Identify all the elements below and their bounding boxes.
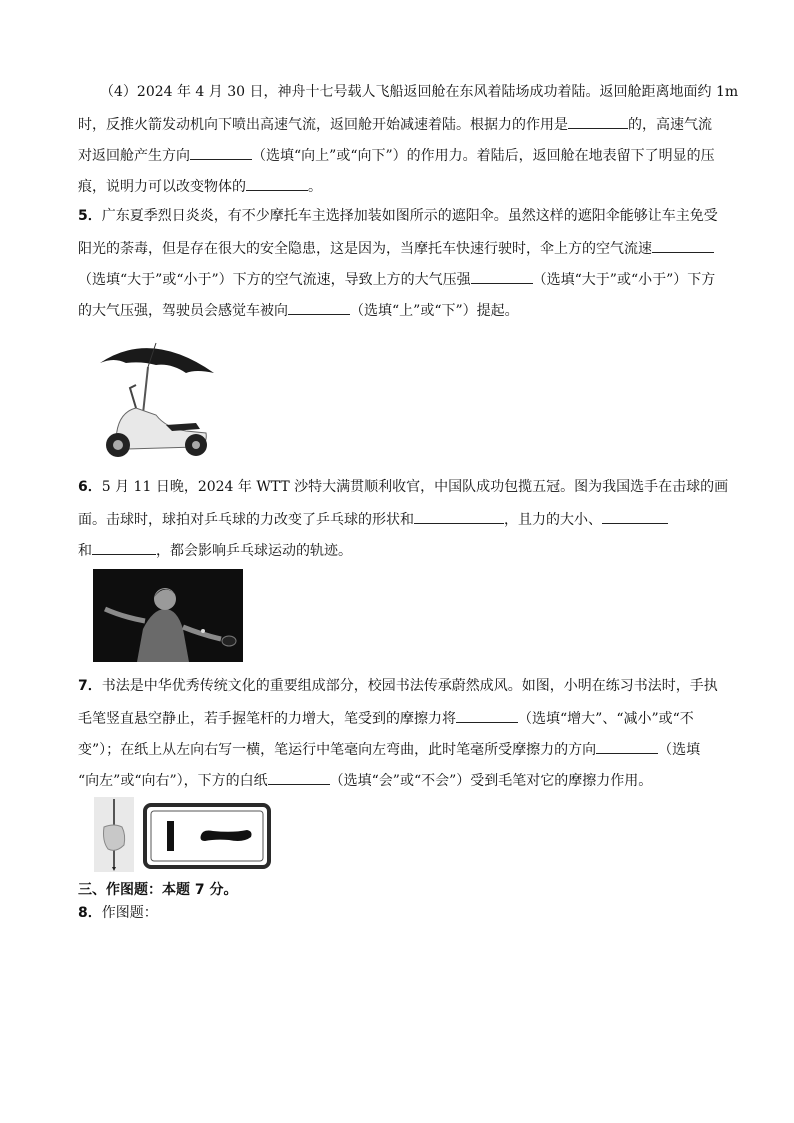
writing-brush-icon	[94, 797, 134, 872]
q4-line-1: （4）2024 年 4 月 30 日，神舟十七号载人飞船返回舱在东风着陆场成功着陆。返回舱距离地面约 1m	[100, 84, 739, 100]
answer-blank[interactable]	[456, 707, 518, 723]
q5-line-4: 的大气压强，驾驶员会感觉车被向 （选填“上”或“下”）提起。	[78, 299, 519, 321]
question-number: 6．	[78, 479, 102, 495]
q7-line-2: 毛笔竖直悬空静止，若手握笔杆的力增大，笔受到的摩擦力将 （选填“增大”、“减小”或“不	[78, 707, 694, 729]
answer-blank[interactable]	[288, 299, 350, 315]
q6-line-2: 面。击球时，球拍对乒乓球的力改变了乒乓球的形状和 ，且力的大小、	[78, 508, 668, 530]
answer-blank[interactable]	[596, 738, 658, 754]
q7-line-3: 变”）；在纸上从左向右写一横，笔运行中笔毫向左弯曲，此时笔毫所受摩擦力的方向 （选填	[78, 738, 700, 760]
question-number: 7．	[78, 678, 102, 694]
q7-line-1: 7．书法是中华优秀传统文化的重要组成部分，校园书法传承蔚然成风。如图，小明在练习书法时，手执	[78, 678, 718, 694]
answer-blank[interactable]	[268, 769, 330, 785]
answer-blank[interactable]	[602, 508, 668, 524]
scooter-umbrella-image	[96, 333, 216, 463]
q4-line-2: 时，反推火箭发动机向下喷出高速气流，返回舱开始减速着陆。根据力的作用是 的，高速气流	[78, 113, 712, 135]
question-number: 8．	[78, 905, 102, 921]
q4-line-4: 痕，说明力可以改变物体的 。	[78, 175, 322, 197]
answer-blank[interactable]	[246, 175, 308, 191]
q6-line-1: 6．5 月 11 日晚，2024 年 WTT 沙特大满贯顺利收官，中国队成功包揽五冠。图为我国选手在击球的画	[78, 479, 729, 495]
scooter-umbrella-icon	[96, 333, 216, 463]
q5-line-1: 5．广东夏季烈日炎炎，有不少摩托车主选择加装如图所示的遮阳伞。虽然这样的遮阳伞能够让车主免受	[78, 208, 718, 224]
answer-blank[interactable]	[568, 113, 628, 129]
hand-brush-photo	[94, 797, 134, 872]
answer-blank[interactable]	[190, 144, 252, 160]
table-tennis-player-icon	[93, 569, 243, 662]
calligraphy-stroke-image	[143, 803, 271, 869]
answer-blank[interactable]	[652, 237, 714, 253]
q5-line-2: 阳光的荼毒，但是存在很大的安全隐患，这是因为，当摩托车快速行驶时，伞上方的空气流速	[78, 237, 714, 259]
question-number: 5．	[78, 208, 102, 224]
table-tennis-photo	[93, 569, 243, 662]
answer-blank[interactable]	[414, 508, 504, 524]
section-title: 三、作图题：本题 7 分。	[78, 882, 238, 898]
q4-line-3: 对返回舱产生方向 （选填“向上”或“向下”）的作用力。着陆后，返回舱在地表留下了明显的压	[78, 144, 715, 166]
brush-stroke-icon	[143, 803, 271, 869]
q6-line-3: 和 ，都会影响乒乓球运动的轨迹。	[78, 539, 352, 561]
answer-blank[interactable]	[471, 268, 533, 284]
q7-line-4: “向左”或“向右”），下方的白纸 （选填“会”或“不会”）受到毛笔对它的摩擦力作用。	[78, 769, 652, 791]
q8-line: 8．作图题：	[78, 905, 158, 921]
q5-line-3: （选填“大于”或“小于”）下方的空气流速，导致上方的大气压强 （选填“大于”或“小于”）下方	[78, 268, 715, 290]
answer-blank[interactable]	[92, 539, 156, 555]
